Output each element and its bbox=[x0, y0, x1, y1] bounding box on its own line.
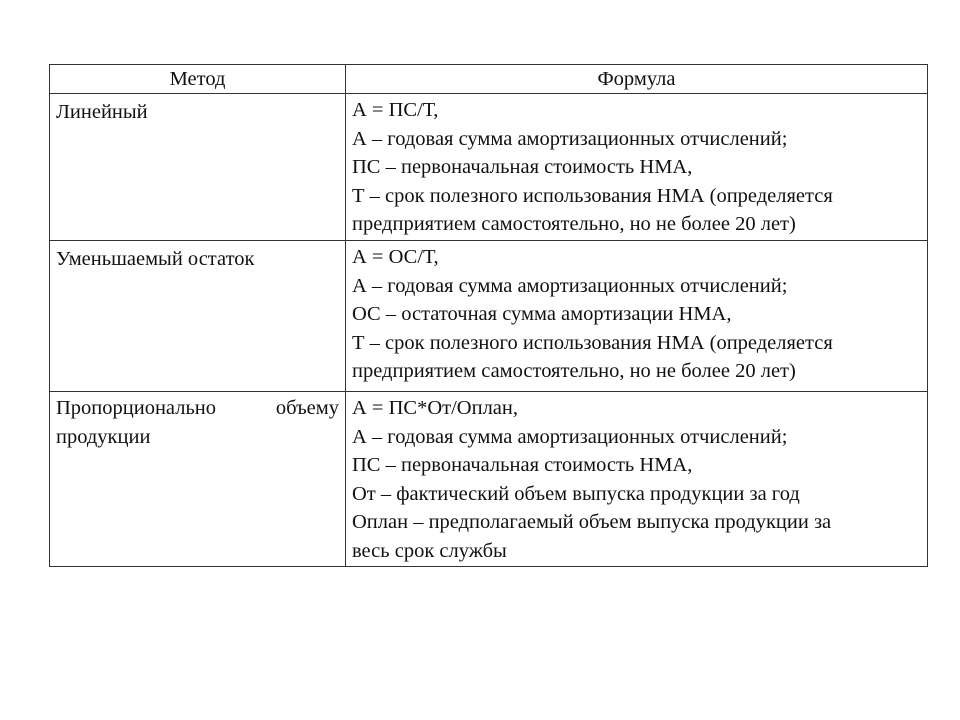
table-row bbox=[50, 241, 928, 392]
table-row bbox=[50, 392, 928, 567]
table-header-row bbox=[50, 65, 928, 94]
method-cell: Пропорционально объему продукции bbox=[50, 392, 346, 567]
formula-line: весь срок службы bbox=[352, 539, 507, 562]
formula-line: ПС – первоначальная стоимость НМА, bbox=[352, 156, 693, 178]
header-method: Метод bbox=[50, 65, 346, 94]
formula-line: А – годовая сумма амортизационных отчислений; bbox=[352, 425, 788, 448]
formula-cell bbox=[346, 94, 928, 241]
formula-line: Т – срок полезного использования НМА (определяется bbox=[352, 331, 833, 354]
formula-line: Оплан – предполагаемый объем выпуска продукции за bbox=[352, 511, 832, 533]
method-cell: Линейный bbox=[50, 94, 346, 241]
formula-line: Т – срок полезного использования НМА (определяется bbox=[352, 184, 833, 207]
formula-cell bbox=[346, 392, 928, 567]
header-formula: Формула bbox=[346, 65, 928, 94]
formula-line: А = ОС/Т, bbox=[352, 246, 439, 268]
formula-line: А – годовая сумма амортизационных отчислений; bbox=[352, 127, 788, 150]
formula-line: предприятием самостоятельно, но не более 20 лет) bbox=[352, 360, 796, 382]
formula-line: От – фактический объем выпуска продукции за год bbox=[352, 482, 800, 505]
formula-line: ПС – первоначальная стоимость НМА, bbox=[352, 454, 693, 476]
formula-line: предприятием самостоятельно, но не более 20 лет) bbox=[352, 213, 796, 235]
formula-line: А – годовая сумма амортизационных отчислений; bbox=[352, 274, 788, 297]
formula-line: А = ПС/Т, bbox=[352, 99, 439, 121]
amortization-methods-table bbox=[49, 64, 928, 567]
method-cell: Уменьшаемый остаток bbox=[50, 241, 346, 392]
formula-line: А = ПС*От/Оплан, bbox=[352, 397, 519, 419]
table-row bbox=[50, 94, 928, 241]
formula-cell bbox=[346, 241, 928, 392]
formula-line: ОС – остаточная сумма амортизации НМА, bbox=[352, 303, 732, 325]
